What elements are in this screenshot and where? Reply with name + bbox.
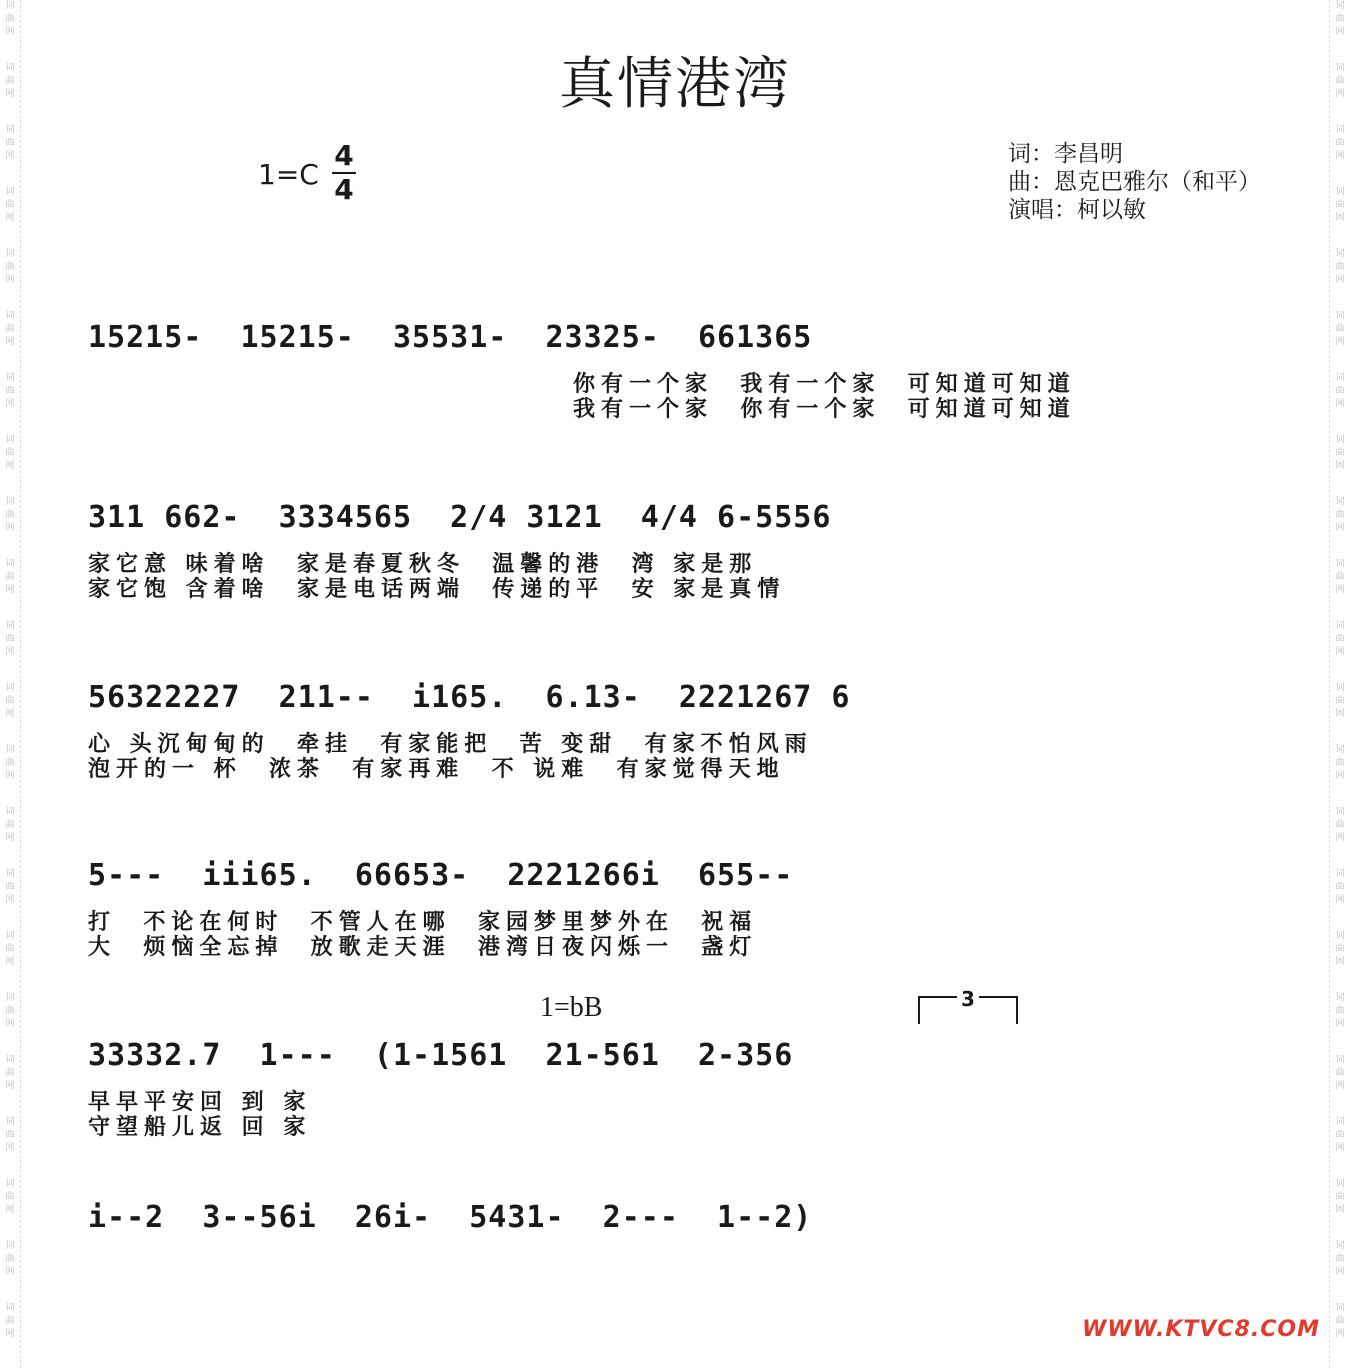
key-signature: 1=C <box>258 158 319 191</box>
left-side-strip <box>0 0 21 1368</box>
side-mark: 词 曲 网 <box>1335 249 1345 285</box>
side-mark: 词 曲 网 <box>1335 683 1345 719</box>
credits <box>1008 140 1261 224</box>
time-signature-bottom: 4 <box>334 173 354 206</box>
notes-line: 311 662- 3334565 2/4 3121 4/4 6-5556 <box>88 500 832 535</box>
side-mark: 词 曲 网 <box>5 435 15 471</box>
lyric-verse-1: 你有一个家 我有一个家 可知道可知道 <box>573 372 1076 397</box>
side-mark: 词 曲 网 <box>1335 311 1345 347</box>
side-mark: 词 曲 网 <box>1335 1117 1345 1153</box>
notes-line: 56322227 211-- i165. 6.13- 2221267 6 <box>88 680 851 715</box>
side-mark: 词 曲 网 <box>5 621 15 657</box>
system-3 <box>88 678 1283 782</box>
site-watermark: WWW.KTVC8.COM <box>1082 1317 1320 1342</box>
lyric-verse-2: 家它饱 含着啥 家是电话两端 传递的平 安 家是真情 <box>88 577 786 602</box>
side-mark: 词 曲 网 <box>1335 559 1345 595</box>
side-mark: 词 曲 网 <box>1335 1241 1345 1277</box>
side-mark: 词 曲 网 <box>5 1055 15 1091</box>
side-mark: 词 曲 网 <box>5 807 15 843</box>
lyric-verse-1: 打 不论在何时 不管人在哪 家园梦里梦外在 祝福 <box>88 910 758 935</box>
system-4 <box>88 856 1283 960</box>
side-mark: 词 曲 网 <box>1335 745 1345 781</box>
lyric-verse-2: 我有一个家 你有一个家 可知道可知道 <box>573 397 1076 422</box>
side-mark: 词 曲 网 <box>5 1 15 37</box>
side-mark: 词 曲 网 <box>1335 63 1345 99</box>
singer: 演唱：柯以敏 <box>1008 197 1146 223</box>
system-1 <box>88 318 1283 422</box>
side-mark: 词 曲 网 <box>5 497 15 533</box>
notes-line: 33332.7 1--- (1-1561 21-561 2-356 <box>88 1038 794 1073</box>
side-mark: 词 曲 网 <box>5 249 15 285</box>
triplet-bracket <box>918 987 1018 1024</box>
side-mark: 词 曲 网 <box>1335 373 1345 409</box>
lyric-verse-1: 早早平安回 到 家 <box>88 1090 312 1115</box>
side-mark: 词 曲 网 <box>1335 187 1345 223</box>
side-mark: 词 曲 网 <box>1335 1055 1345 1091</box>
side-mark: 词 曲 网 <box>1335 435 1345 471</box>
lyric-verse-2: 守望船儿返 回 家 <box>88 1115 312 1140</box>
side-mark: 词 曲 网 <box>5 187 15 223</box>
song-title: 真情港湾 <box>559 52 791 117</box>
triplet-number: 3 <box>957 987 979 1011</box>
time-signature-top: 4 <box>334 139 354 172</box>
time-signature <box>330 140 358 206</box>
side-mark: 词 曲 网 <box>5 125 15 161</box>
side-mark: 词 曲 网 <box>1335 1 1345 37</box>
side-mark: 词 曲 网 <box>1335 807 1345 843</box>
side-mark: 词 曲 网 <box>5 559 15 595</box>
lyric-verse-2: 大 烦恼全忘掉 放歌走天涯 港湾日夜闪烁一 盏灯 <box>88 935 758 960</box>
side-mark: 词 曲 网 <box>5 869 15 905</box>
system-5 <box>88 1036 1283 1140</box>
side-mark: 词 曲 网 <box>5 63 15 99</box>
side-mark: 词 曲 网 <box>5 373 15 409</box>
side-mark: 词 曲 网 <box>1335 1179 1345 1215</box>
side-mark: 词 曲 网 <box>5 931 15 967</box>
system-2 <box>88 498 1283 602</box>
notes-line: i--2 3--56i 26i- 5431- 2--- 1--2) <box>88 1200 813 1235</box>
side-mark: 词 曲 网 <box>1335 125 1345 161</box>
side-mark: 词 曲 网 <box>5 745 15 781</box>
notes-line: 5--- iii65. 66653- 2221266i 655-- <box>88 858 794 893</box>
modulation-mark: 1=bB <box>540 992 603 1023</box>
side-mark: 词 曲 网 <box>5 683 15 719</box>
system-6 <box>88 1198 1283 1238</box>
side-mark: 词 曲 网 <box>1335 869 1345 905</box>
side-mark: 词 曲 网 <box>1335 497 1345 533</box>
side-mark: 词 曲 网 <box>1335 931 1345 967</box>
side-mark: 词 曲 网 <box>1335 621 1345 657</box>
right-side-strip <box>1329 0 1350 1368</box>
side-mark: 词 曲 网 <box>1335 1303 1345 1339</box>
side-mark: 词 曲 网 <box>1335 993 1345 1029</box>
lyricist: 词：李昌明 <box>1008 141 1123 167</box>
notes-line: 15215- 15215- 35531- 23325- 661365 <box>88 320 813 355</box>
composer: 曲：恩克巴雅尔（和平） <box>1008 169 1261 195</box>
lyric-verse-2: 泡开的一 杯 浓茶 有家再难 不 说难 有家觉得天地 <box>88 757 785 782</box>
side-mark: 词 曲 网 <box>5 1241 15 1277</box>
side-mark: 词 曲 网 <box>5 993 15 1029</box>
lyric-verse-1: 心 头沉甸甸的 牵挂 有家能把 苦 变甜 有家不怕风雨 <box>88 732 813 757</box>
side-mark: 词 曲 网 <box>5 311 15 347</box>
side-mark: 词 曲 网 <box>5 1303 15 1339</box>
lyric-verse-1: 家它意 味着啥 家是春夏秋冬 温馨的港 湾 家是那 <box>88 552 758 577</box>
side-mark: 词 曲 网 <box>5 1179 15 1215</box>
side-mark: 词 曲 网 <box>5 1117 15 1153</box>
